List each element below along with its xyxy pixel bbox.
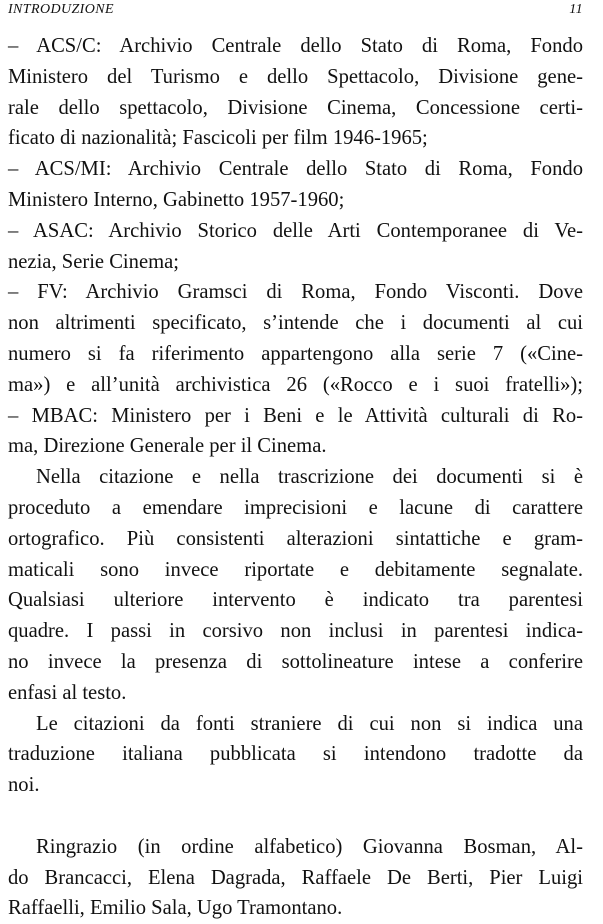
text-line: Ministero Interno, Gabinetto 1957-1960;	[8, 188, 345, 211]
text-line: noi.	[8, 774, 40, 797]
paragraph-gap	[8, 801, 583, 832]
text-line: – ACS/MI: Archivio Centrale dello Stato di Roma, Fondo	[8, 158, 583, 181]
text-line: no invece la presenza di sottolineature intese a conferire	[8, 650, 583, 673]
text-line: rale dello spettacolo, Divisione Cinema, Concessione certi-	[8, 96, 583, 119]
text-line: ma») e all’unità archivistica 26 («Rocco e i suoi fratelli»);	[8, 373, 583, 396]
text-line: Qualsiasi ulteriore intervento è indicato tra parentesi	[8, 589, 583, 612]
text-line: do Brancacci, Elena Dagrada, Raffaele De Berti, Pier Luigi	[8, 866, 583, 889]
running-head-title: INTRODUZIONE	[8, 2, 114, 17]
text-line: proceduto a emendare imprecisioni e lacune di carattere	[8, 496, 583, 519]
text-line: non altrimenti specificato, s’intende che i documenti al cui	[8, 312, 583, 335]
text-line: numero si fa riferimento appartengono alla serie 7 («Cine-	[8, 342, 583, 365]
text-line: quadre. I passi in corsivo non inclusi in parentesi indica-	[8, 620, 583, 643]
text-line: Ringrazio (in ordine alfabetico) Giovanna Bosman, Al-	[36, 835, 583, 858]
text-line: – MBAC: Ministero per i Beni e le Attività culturali di Ro-	[8, 404, 583, 427]
text-line: enfasi al testo.	[8, 681, 127, 704]
text-line: – ASAC: Archivio Storico delle Arti Contemporanee di Ve-	[8, 219, 583, 242]
text-line: maticali sono invece riportate e debitamente segnalate.	[8, 558, 583, 581]
text-line: nezia, Serie Cinema;	[8, 250, 179, 273]
text-line: – FV: Archivio Gramsci di Roma, Fondo Visconti. Dove	[8, 281, 583, 304]
text-line: Raffaelli, Emilio Sala, Ugo Tramontano.	[8, 897, 343, 920]
text-line: Ministero del Turismo e dello Spettacolo, Divisione gene-	[8, 65, 583, 88]
text-line: Nella citazione e nella trascrizione dei documenti si è	[36, 466, 583, 489]
running-head	[8, 2, 583, 22]
text-line: Le citazioni da fonti straniere di cui non si indica una	[36, 712, 583, 735]
text-line: ficato di nazionalità; Fascicoli per film 1946-1965;	[8, 127, 428, 150]
body-text	[8, 31, 583, 924]
page-number: 11	[569, 2, 583, 17]
text-line: ortografico. Più consistenti alterazioni sintattiche e gram-	[8, 527, 583, 550]
text-line: – ACS/C: Archivio Centrale dello Stato di Roma, Fondo	[8, 35, 583, 57]
text-line: ma, Direzione Generale per il Cinema.	[8, 435, 327, 458]
text-line: traduzione italiana pubblicata si intendono tradotte da	[8, 743, 583, 766]
